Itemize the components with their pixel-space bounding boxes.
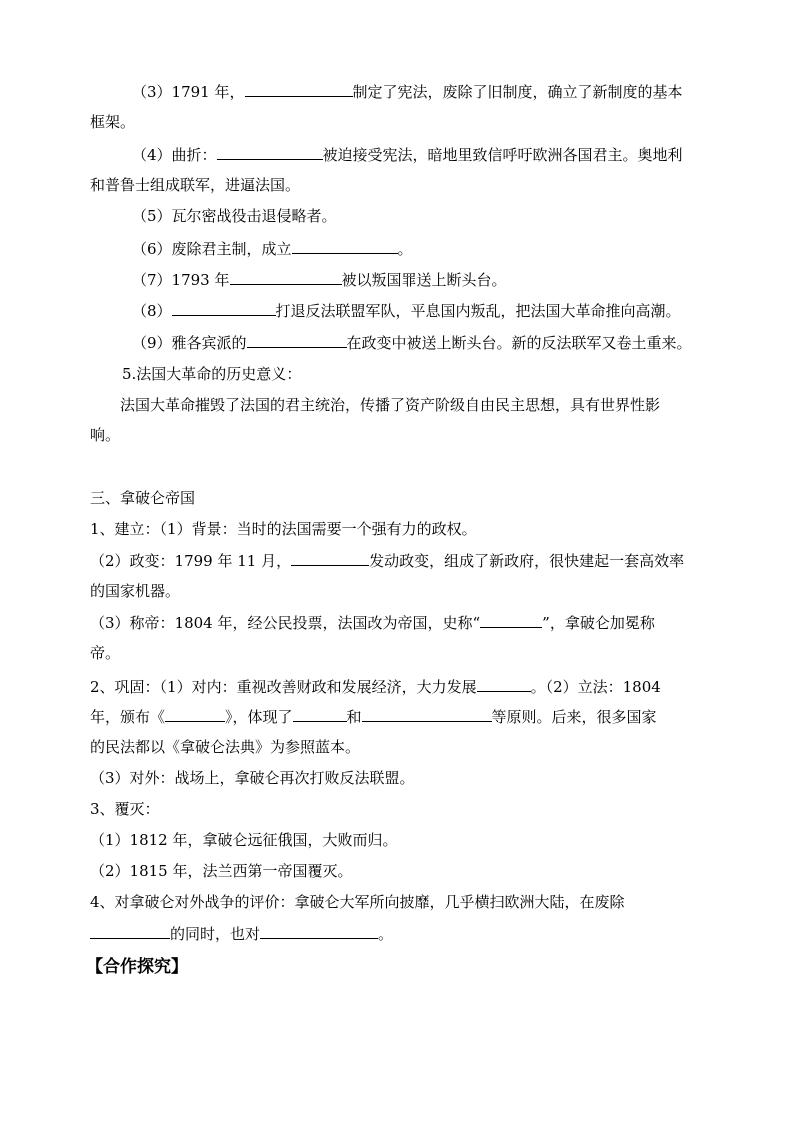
emperor-line-2: 帝。 — [90, 644, 121, 662]
point-5-text: 法国大革命摧毁了法国的君主统治，传播了资产阶级自由民主思想，具有世界性影 — [120, 396, 661, 414]
fill-blank[interactable] — [172, 300, 276, 316]
fill-blank[interactable] — [362, 706, 492, 722]
fill-blank[interactable] — [247, 332, 347, 348]
civil-code-line: 的民法都以《拿破仑法典》为参照蓝本。 — [90, 738, 361, 756]
fill-blank[interactable] — [480, 612, 542, 628]
item-4-text-end: 和普鲁士组成联军，进逼法国。 — [90, 176, 301, 194]
coup-line: （2）政变：1799 年 11 月， 发动政变，组成了新政府，很快建起一套高效率 — [90, 552, 685, 570]
item-5-text: （5）瓦尔密战役击退侵略者。 — [132, 207, 337, 225]
fill-blank[interactable] — [230, 269, 342, 285]
point-5-text-end: 响。 — [90, 426, 121, 444]
item-9-text-cont: 在政变中被送上断头台。新的反法联军又卷土重来。 — [346, 334, 692, 352]
external-line: （3）对外：战场上，拿破仑再次打败反法联盟。 — [90, 769, 415, 787]
item-6-line — [132, 238, 752, 259]
item-6-text-end: 。 — [397, 240, 413, 258]
item-8-text: （8） — [132, 302, 172, 320]
downfall-1812: （1）1812 年，拿破仑远征俄国，大败而归。 — [90, 831, 398, 849]
item-4-text-cont: 被迫接受宪法，暗地里致信呼吁欧洲各国君主。奥地利 — [322, 146, 683, 164]
fill-blank[interactable] — [90, 923, 170, 939]
fill-blank[interactable] — [292, 238, 398, 254]
fill-blank[interactable] — [165, 706, 225, 722]
item-5-line — [132, 206, 752, 226]
item-4-line — [132, 144, 752, 165]
establish-line: 1、建立：（1）背景：当时的法国需要一个强有力的政权。 — [90, 520, 477, 538]
consolidate-line: 2、巩固：（1）对内：重视改善财政和发展经济，大力发展 。（2）立法：1804 — [90, 678, 661, 696]
item-7-text-cont: 被以叛国罪送上断头台。 — [341, 271, 507, 289]
item-4-text: （4）曲折： — [132, 146, 217, 164]
item-3-text-cont: 制定了宪法，废除了旧制度，确立了新制度的基本 — [352, 83, 683, 101]
point-5-title: 5.法国大革命的历史意义： — [122, 365, 302, 383]
evaluation-line: 4、对拿破仑对外战争的评价：拿破仑大军所向披靡，几乎横扫欧洲大陆，在废除 — [90, 893, 625, 911]
fill-blank[interactable] — [260, 923, 378, 939]
fill-blank[interactable] — [293, 706, 347, 722]
fill-blank[interactable] — [217, 144, 323, 160]
downfall-title: 3、覆灭： — [90, 800, 160, 818]
item-7-line — [132, 269, 752, 290]
fill-blank[interactable] — [477, 676, 531, 692]
emperor-line: （3）称帝：1804 年，经公民投票，法国改为帝国，史称“ ”，拿破仑加冕称 — [90, 614, 655, 632]
downfall-1815: （2）1815 年，法兰西第一帝国覆灭。 — [90, 862, 353, 880]
item-3-line — [132, 81, 752, 102]
cooperative-inquiry-heading: 【合作探究】 — [86, 957, 188, 977]
evaluation-line-2: 的同时，也对 。 — [90, 923, 710, 944]
item-8-text-cont: 打退反法联盟军队，平息国内叛乱，把法国大革命推向高潮。 — [275, 302, 681, 320]
fill-blank[interactable] — [245, 81, 353, 97]
item-6-text: （6）废除君主制，成立 — [132, 240, 292, 258]
item-3-line-2 — [90, 112, 710, 132]
item-4-line-2 — [90, 175, 710, 195]
item-3-text: （3）1791 年， — [132, 83, 245, 101]
item-8-line — [132, 300, 752, 321]
item-3-text-end: 框架。 — [90, 113, 136, 131]
item-7-text: （7）1793 年 — [132, 271, 230, 289]
legislation-line: 年，颁布《 》，体现了 和 等原则。后来，很多国家 — [90, 708, 657, 726]
item-9-line — [132, 332, 752, 353]
section-3-title: 三、拿破仑帝国 — [90, 489, 196, 507]
coup-line-2: 的国家机器。 — [90, 582, 181, 600]
item-9-text: （9）雅各宾派的 — [132, 334, 247, 352]
fill-blank[interactable] — [291, 550, 369, 566]
